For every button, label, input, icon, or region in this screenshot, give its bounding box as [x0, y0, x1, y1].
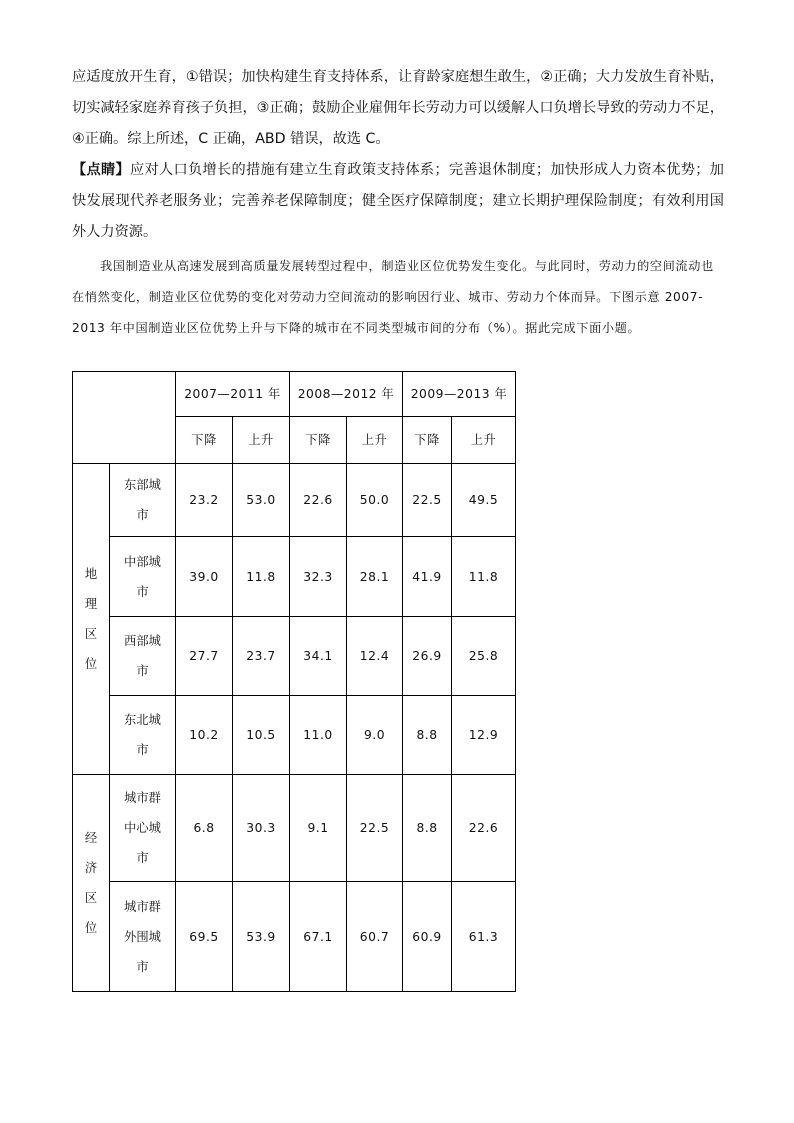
- value-cell: 34.1: [290, 617, 347, 696]
- cell-text-line: 位: [84, 921, 98, 935]
- value-cell: 25.8: [452, 617, 516, 696]
- cell-text-line: 济: [84, 861, 98, 875]
- group-label: [73, 464, 110, 775]
- cell-text-line: 市: [136, 508, 149, 522]
- value-cell: 8.8: [403, 775, 452, 882]
- value-cell: 22.6: [290, 464, 347, 537]
- value-cell: 69.5: [176, 882, 233, 992]
- cell-text-line: 中部城: [124, 554, 161, 569]
- row-label: [110, 537, 176, 617]
- direction-header: 上升: [452, 417, 516, 464]
- cell-text-line: 东部城: [124, 478, 161, 492]
- cell-text-line: 外围城: [124, 929, 161, 944]
- value-cell: 10.5: [233, 696, 290, 775]
- cell-text-line: 经: [84, 831, 98, 845]
- value-cell: 32.3: [290, 537, 347, 617]
- row-label: [110, 775, 176, 882]
- value-cell: 6.8: [176, 775, 233, 882]
- cell-text-line: 理: [84, 597, 98, 611]
- direction-header: 上升: [233, 417, 290, 464]
- direction-header: 上升: [347, 417, 403, 464]
- value-cell: 23.7: [233, 617, 290, 696]
- direction-header: 下降: [176, 417, 233, 464]
- value-cell: 60.7: [347, 882, 403, 992]
- value-cell: 11.8: [233, 537, 290, 617]
- row-label: [110, 882, 176, 992]
- answer-explanation: 应适度放开生育，①错误；加快构建生育支持体系，让育龄家庭想生敢生，②正确；大力发放生育补贴，切实减轻家庭养育孩子负担，③正确；鼓励企业雇佣年长劳动力可以缓解人口负增长导致的劳动力不足，④正确。综上所述，C 正确，ABD 错误，故选 C。: [72, 69, 724, 147]
- value-cell: 53.9: [233, 882, 290, 992]
- cell-text-line: 市: [136, 664, 149, 678]
- row-label: [110, 617, 176, 696]
- tip-paragraph: [72, 155, 724, 248]
- period-header: 2008—2012 年: [290, 372, 403, 417]
- value-cell: 27.7: [176, 617, 233, 696]
- cell-text-line: 城市群: [124, 791, 161, 805]
- cell-text-line: 区: [84, 627, 98, 641]
- value-cell: 12.9: [452, 696, 516, 775]
- value-cell: 50.0: [347, 464, 403, 537]
- cell-text-line: 市: [136, 959, 149, 974]
- value-cell: 49.5: [452, 464, 516, 537]
- value-cell: 23.2: [176, 464, 233, 537]
- cell-text-line: 位: [84, 657, 98, 671]
- table-row: [73, 696, 516, 775]
- value-cell: 39.0: [176, 537, 233, 617]
- question-intro: 我国制造业从高速发展到高质量发展转型过程中，制造业区位优势发生变化。与此同时，劳动力的空间流动也在悄然变化，制造业区位优势的变化对劳动力空间流动的影响因行业、城市、劳动力个体而异。下图示意 2007-2013 年中国制造业区位优势上升与下降的城市在不同类型城市间的分布（%）。据此完成下面小题。: [72, 259, 714, 335]
- cell-text-line: 市: [136, 584, 149, 599]
- value-cell: 9.0: [347, 696, 403, 775]
- value-cell: 30.3: [233, 775, 290, 882]
- value-cell: 26.9: [403, 617, 452, 696]
- value-cell: 60.9: [403, 882, 452, 992]
- cell-text-line: 地: [84, 567, 98, 581]
- value-cell: 9.1: [290, 775, 347, 882]
- table-row: [73, 464, 516, 537]
- value-cell: 22.5: [403, 464, 452, 537]
- value-cell: 22.5: [347, 775, 403, 882]
- cell-text-line: 中心城: [124, 821, 161, 835]
- value-cell: 41.9: [403, 537, 452, 617]
- header-row-periods: [73, 372, 516, 417]
- direction-header: 下降: [290, 417, 347, 464]
- value-cell: 22.6: [452, 775, 516, 882]
- value-cell: 8.8: [403, 696, 452, 775]
- cell-text-line: 市: [136, 851, 149, 865]
- row-label: [110, 696, 176, 775]
- table-row: [73, 537, 516, 617]
- value-cell: 11.0: [290, 696, 347, 775]
- cell-text-line: 区: [84, 891, 98, 905]
- value-cell: 28.1: [347, 537, 403, 617]
- value-cell: 67.1: [290, 882, 347, 992]
- value-cell: 12.4: [347, 617, 403, 696]
- period-header: 2007—2011 年: [176, 372, 290, 417]
- group-label: [73, 775, 110, 992]
- table-row: [73, 882, 516, 992]
- row-label: [110, 464, 176, 537]
- table-row: [73, 775, 516, 882]
- value-cell: 11.8: [452, 537, 516, 617]
- value-cell: 53.0: [233, 464, 290, 537]
- cell-text-line: 城市群: [124, 899, 161, 914]
- corner-cell: [73, 372, 176, 464]
- value-cell: 61.3: [452, 882, 516, 992]
- cell-text-line: 东北城: [124, 713, 161, 727]
- value-cell: 10.2: [176, 696, 233, 775]
- data-table: [72, 371, 516, 992]
- direction-header: 下降: [403, 417, 452, 464]
- table-row: [73, 617, 516, 696]
- period-header: 2009—2013 年: [403, 372, 516, 417]
- tip-text: 应对人口负增长的措施有建立生育政策支持体系；完善退休制度；加快形成人力资本优势；加快发展现代养老服务业；完善养老保障制度；健全医疗保障制度；建立长期护理保险制度；有效利用国外人力资源。: [72, 162, 724, 240]
- tip-label: 【点睛】: [72, 162, 130, 178]
- cell-text-line: 西部城: [124, 634, 161, 648]
- cell-text-line: 市: [136, 743, 149, 757]
